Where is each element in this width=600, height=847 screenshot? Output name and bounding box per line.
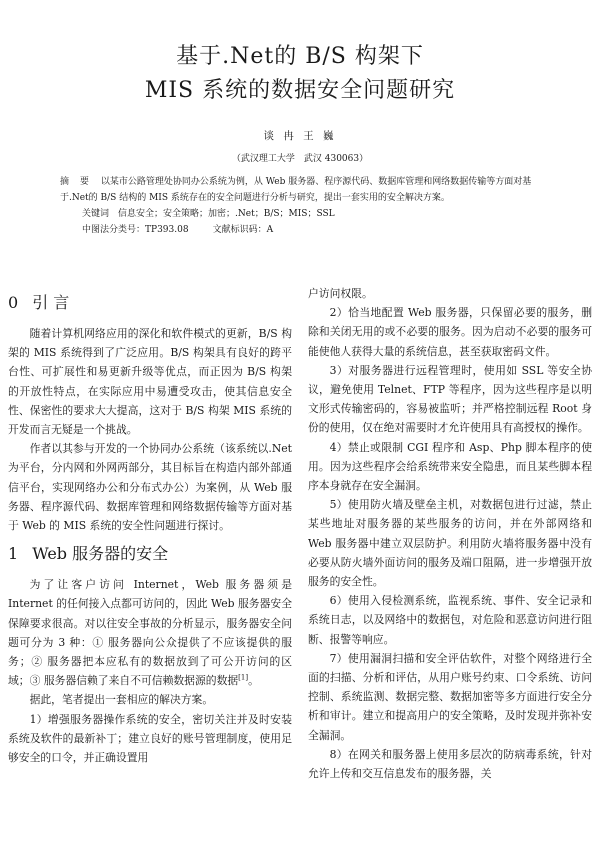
right-column <box>308 284 592 783</box>
section-1-paragraph-1-text: 为了让客户访问 Internet，Web 服务器须是 Internet 的任何接入点都可访问的，因此 Web 服务器安全保障要求很高。对以往安全事故的分析显示，服务器安全问题可分为 3 种：① 服务器向公众提供了不应该提供的服务；② 服务器把本应私有的数据放到了可公开访问的区域；③ 服务器信赖了来自不可信赖数据源的数据 <box>8 578 292 688</box>
item-2: 2）恰当地配置 Web 服务器，只保留必要的服务，删除和关闭无用的或不必要的服务。因为启动不必要的服务可能使他人获得大量的系统信息，甚至获取密码文件。 <box>308 306 592 358</box>
authors: 谈 冉 王 巍 <box>263 130 337 142</box>
title-line-2: MIS 系统的数据安全问题研究 <box>144 78 456 103</box>
doc-code-label: 文献标识码： <box>212 225 267 235</box>
section-0-title: 引 言 <box>32 293 70 312</box>
section-1-heading <box>8 543 292 565</box>
paper-meta <box>60 174 546 238</box>
section-1-paragraph-3: 1）增强服务器操作系统的安全，密切关注并及时安装系统及软件的最新补丁；建立良好的账号管理制度，使用足够安全的口令，并正确设置用 <box>8 712 292 765</box>
affiliation: （武汉理工大学 武汉 430063） <box>231 154 369 164</box>
item-3: 3）对服务器进行远程管理时，使用如 SSL 等安全协议，避免使用 Telnet、FTP 等程序，因为这些程序是以明文形式传输密码的，容易被监听；并严格控制远程 Root 身份的使用，仅在绝对需要时才允许使用具有高授权的操作。 <box>308 363 592 435</box>
abstract <box>60 174 546 206</box>
section-1-title: Web 服务器的安全 <box>32 544 169 564</box>
section-1-paragraph-1 <box>8 575 292 690</box>
section-0-paragraph-1: 随着计算机网络应用的深化和软件模式的更新，B/S 构架的 MIS 系统得到了广泛应用。B/S 构架具有良好的跨平台性、可扩展性和易更新升级等优点，而正因为 B/S 构架的开放性特点，在实际应用中易遭受攻击，使其信息安全性、保密性的要求大大提高，这对于 B/S 构架 MIS 系统的开发而言无疑是一个挑战。 <box>8 327 292 437</box>
citation-ref: [1] <box>238 673 249 682</box>
clc-value: TP393.08 <box>145 225 189 235</box>
item-8: 8）在网关和服务器上使用多层次的防病毒系统，针对允许上传和交互信息发布的服务器，关 <box>308 747 592 781</box>
item-4: 4）禁止或限制 CGI 程序和 Asp、Php 脚本程序的使用。因为这些程序会给系统带来安全隐患，而且某些脚本程序本身就存在安全漏洞。 <box>308 440 592 493</box>
section-0-heading <box>8 292 292 314</box>
clc-label: 中图法分类号： <box>82 225 146 235</box>
classification-row <box>60 222 546 238</box>
continued-paragraph: 户访问权限。 <box>308 287 373 300</box>
item-7: 7）使用漏洞扫描和安全评估软件，对整个网络进行全面的扫描、分析和评估，从用户账号约束、口令系统、访问控制、系统监测、数据完整、数据加密等多方面进行安全分析和审计。建立和提高用户的安全策略，及时发现并弥补安全漏洞。 <box>308 651 592 742</box>
doc-code-value: A <box>266 225 274 235</box>
title-line-1: 基于.Net的 B/S 构架下 <box>176 44 424 69</box>
left-column <box>8 284 292 767</box>
abstract-text: 以某市公路管理处协同办公系统为例，从 Web 服务器、程序源代码、数据库管理和网络数据传输等方面对基于.Net的 B/S 结构的 MIS 系统存在的安全问题进行分析与研究，提出一套实用的安全解决方案。 <box>60 177 532 203</box>
section-0-number: 0 <box>8 293 19 312</box>
section-1-paragraph-2: 据此，笔者提出一套相应的解决方案。 <box>29 693 214 707</box>
keywords-text: 信息安全；安全策略；加密；.Net；B/S；MIS；SSL <box>118 209 335 219</box>
abstract-label: 摘 要 <box>60 177 93 187</box>
keywords-row <box>60 206 546 222</box>
item-5: 5）使用防火墙及壁垒主机，对数据包进行过滤，禁止某些地址对服务器的某些服务的访问，并在外部网络和 Web 服务器中建立双层防护。利用防火墙将服务器中没有必要从防火墙外面访问的服务及端口阻隔，进一步增强开放服务的安全性。 <box>308 498 592 589</box>
section-0-paragraph-2: 作者以其参与开发的一个协同办公系统（该系统以.Net 为平台，分内网和外网两部分，其目标旨在构造内部外部通信平台，实现网络办公和分布式办公）为案例，从 Web 服务器、程序源代码、数据库管理和网络数据传输等方面对基于 Web 的 MIS 系统的安全性问题进行探讨。 <box>8 442 292 533</box>
keywords-label: 关键词 <box>82 209 110 219</box>
section-1-number: 1 <box>8 544 19 564</box>
paper-title <box>0 0 600 108</box>
section-1-paragraph-1-end: 。 <box>248 674 259 688</box>
item-6: 6）使用入侵检测系统，监视系统、事件、安全记录和系统日志，以及网络中的数据包，对危险和恶意访问进行阻断、报警等响应。 <box>308 594 592 646</box>
